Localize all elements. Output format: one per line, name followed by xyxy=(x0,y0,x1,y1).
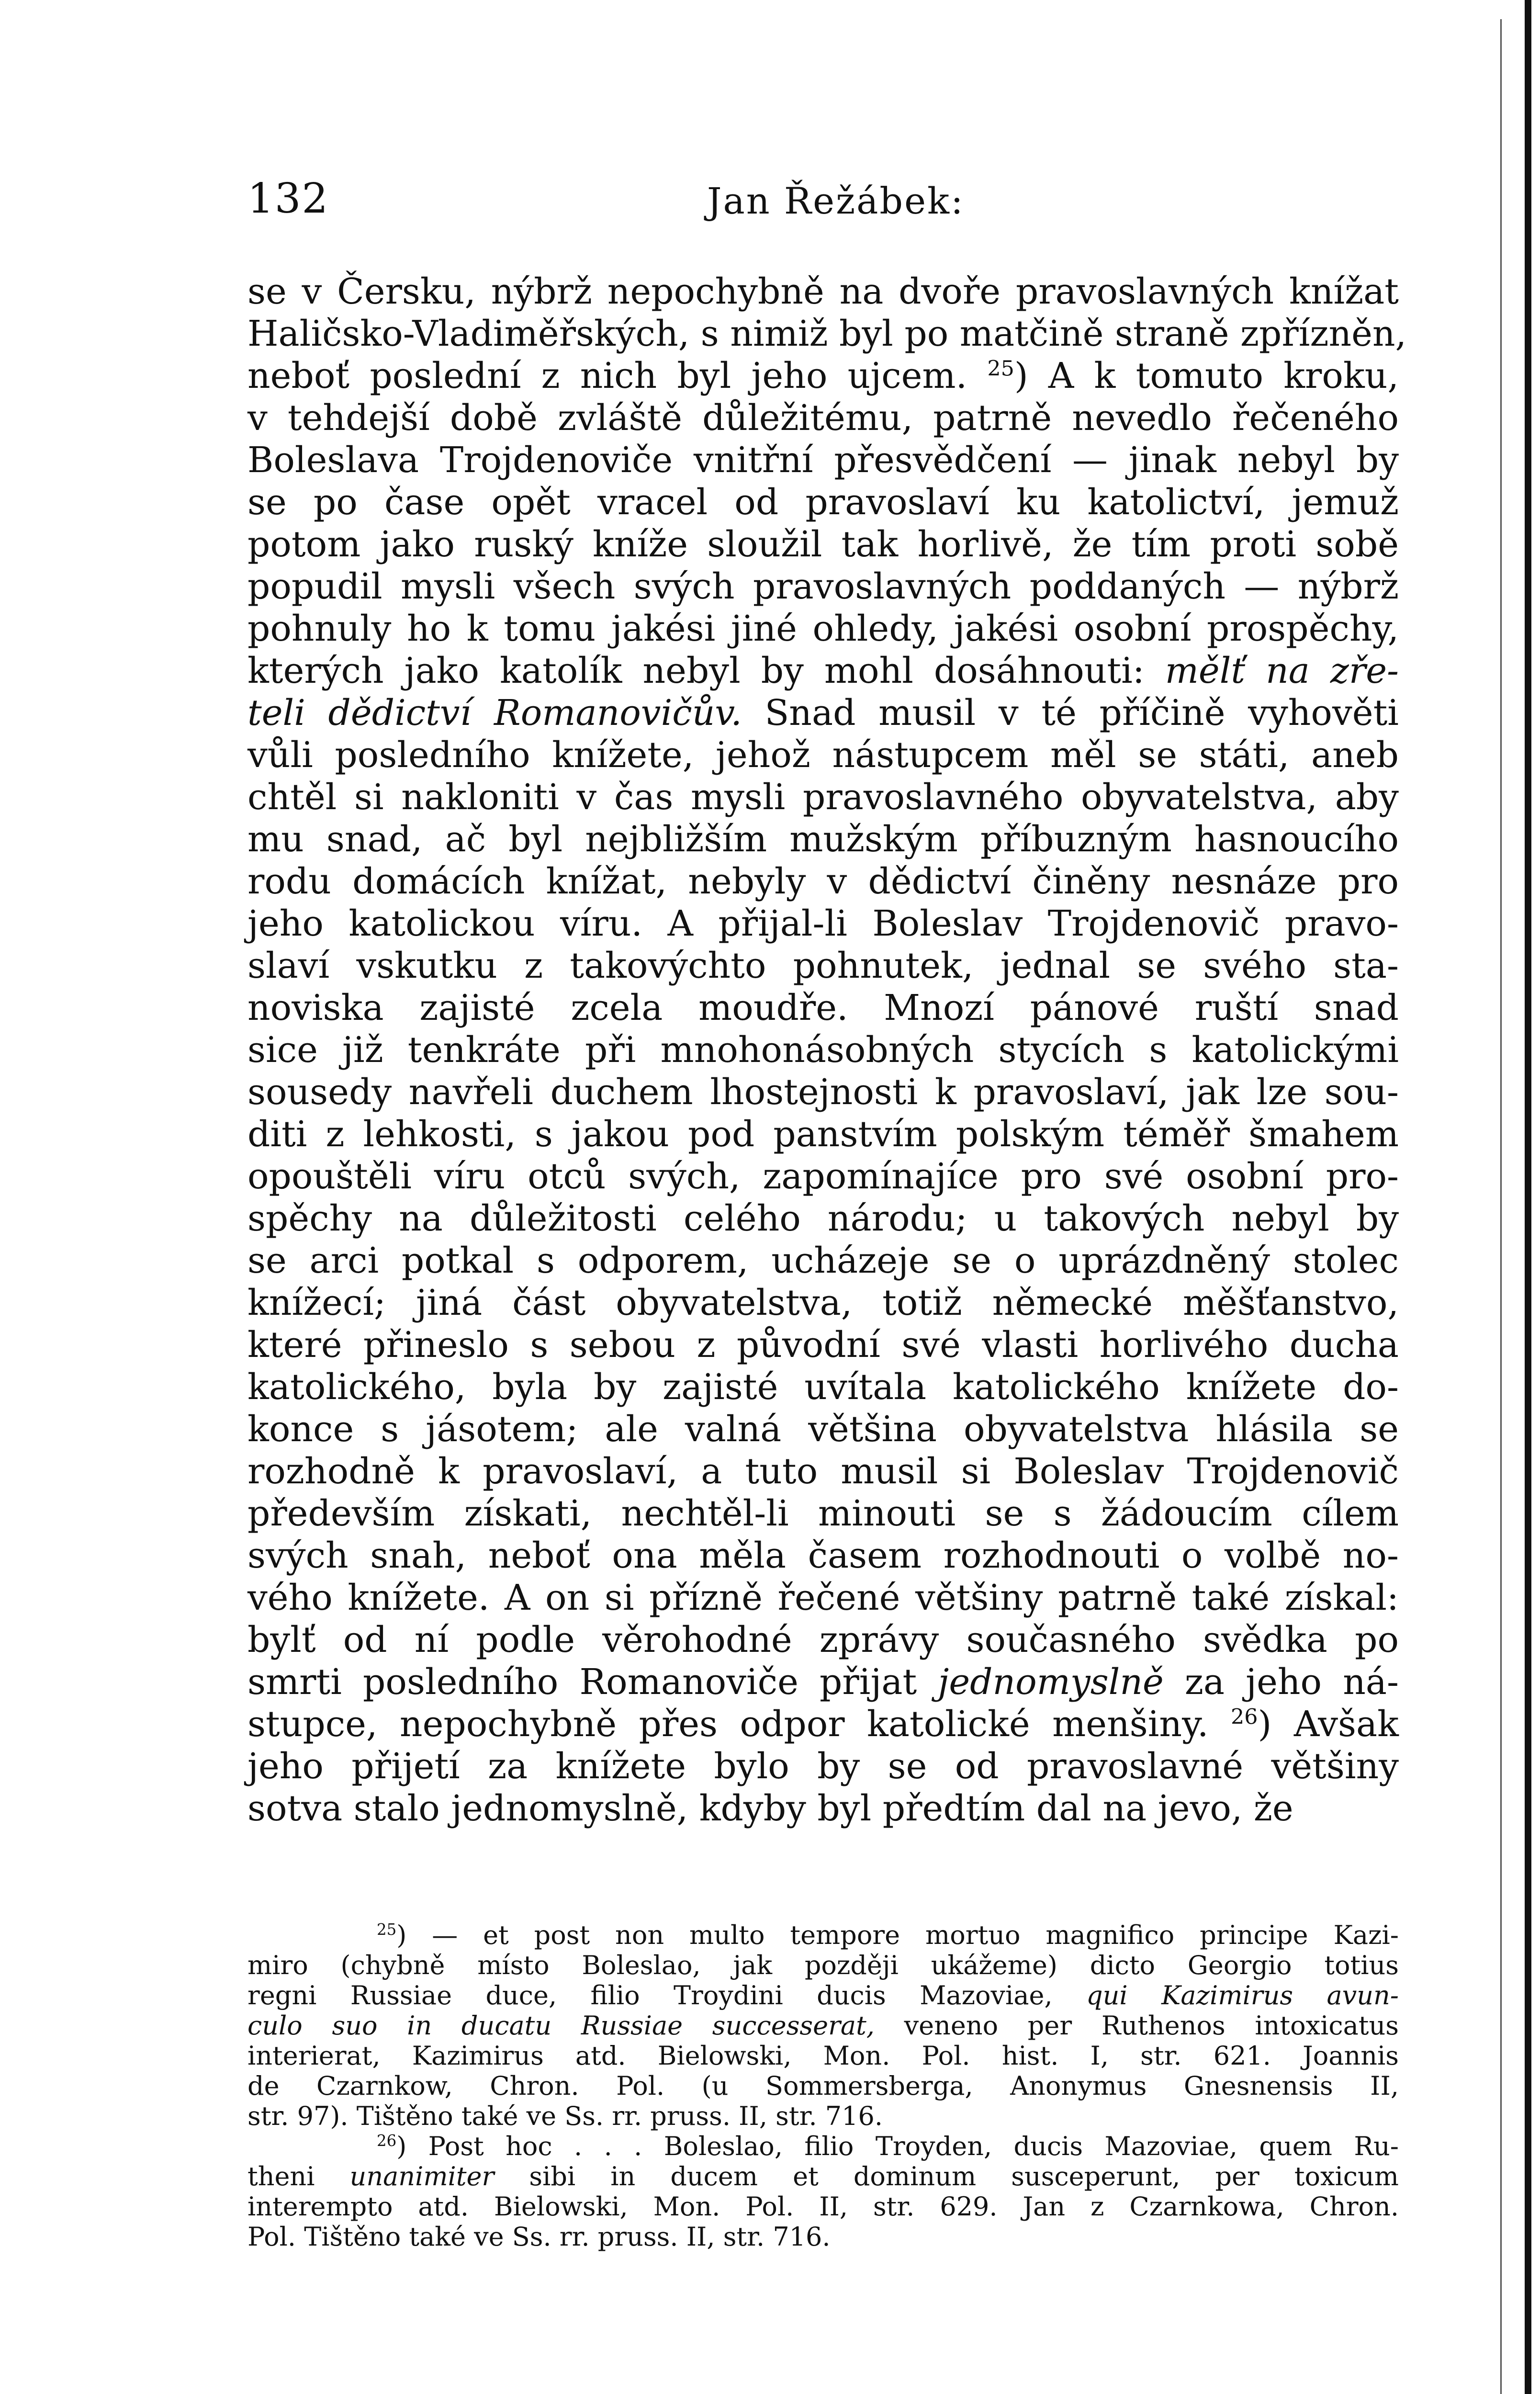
emphasized-text: jednomyslně xyxy=(938,1661,1164,1703)
body-line: jeho katolickou víru. A přijal-li Boleslav Trojdenovič pravo- xyxy=(247,903,1399,944)
body-line xyxy=(247,692,1399,734)
emphasized-text: qui Kazimirus avun- xyxy=(1086,1980,1399,2010)
footnote-line: miro (chybně místo Boleslao, jak později ukážeme) dicto Georgio totius xyxy=(247,1950,1399,1980)
page-edge-shadow xyxy=(1525,0,1531,2394)
body-line-text: ) Avšak xyxy=(1258,1704,1399,1745)
body-line: spěchy na důležitosti celého národu; u takových nebyl by xyxy=(247,1198,1399,1239)
body-line: rodu domácích knížat, nebyly v dědictví činěny nesnáze pro xyxy=(247,861,1399,902)
emphasized-text: unanimiter xyxy=(349,2161,495,2191)
footnote-text: veneno per Ruthenos intoxicatus xyxy=(874,2010,1399,2041)
body-line: sice již tenkráte při mnohonásobných stycích s katolickými xyxy=(247,1029,1399,1071)
body-line: se arci potkal s odporem, ucházeje se o uprázdněný stolec xyxy=(247,1240,1399,1281)
footnote-line: Pol. Tištěno také ve Ss. rr. pruss. II, str. 716. xyxy=(247,2222,831,2252)
body-line xyxy=(247,650,1399,692)
body-line: popudil mysli všech svých pravoslavných poddaných — nýbrž xyxy=(247,566,1399,607)
body-line: katolického, byla by zajisté uvítala katolického knížete do- xyxy=(247,1366,1399,1408)
body-line-text: za jeho ná- xyxy=(1163,1661,1399,1703)
body-line: konce s jásotem; ale valná většina obyvatelstva hlásila se xyxy=(247,1409,1399,1450)
emphasized-text: teli xyxy=(247,692,305,734)
page-header xyxy=(247,175,1420,227)
footnote-line xyxy=(247,2010,1399,2041)
body-line-text: smrti posledního Romanoviče přijat xyxy=(247,1661,917,1703)
body-line: se v Čersku, nýbrž nepochybně na dvoře pravoslavných knížat xyxy=(247,271,1399,312)
body-text xyxy=(247,271,1407,1829)
footnote-line: de Czarnkow, Chron. Pol. (u Sommersberga, Anonymus Gnesnensis II, xyxy=(247,2071,1399,2101)
footnote-line xyxy=(247,1980,1399,2010)
body-line: se po čase opět vracel od pravoslaví ku katolictví, jemuž xyxy=(247,482,1399,523)
body-line-text: stupce, nepochybně přes odpor katolické menšiny. xyxy=(247,1704,1209,1745)
body-line xyxy=(247,1703,1399,1745)
footnote-ref-26[interactable]: 26 xyxy=(1231,1705,1258,1729)
body-line: bylť od ní podle věrohodné zprávy současného svědka po xyxy=(247,1619,1399,1660)
footnote-line xyxy=(247,2161,1399,2191)
body-line: potom jako ruský kníže sloužil tak horlivě, že tím proti sobě xyxy=(247,524,1399,565)
footnote-ref-25[interactable]: 25 xyxy=(987,356,1014,381)
emphasized-text: dědictví Romanovičův. xyxy=(328,692,742,734)
footnote-text: ) — et post non multo tempore mortuo magnifico principe Kazi- xyxy=(396,1920,1399,1950)
page-fold-line xyxy=(1500,19,1502,2394)
body-line: sousedy navřeli duchem lhostejnosti k pravoslaví, jak lze sou- xyxy=(247,1072,1399,1113)
body-line: Boleslava Trojdenoviče vnitřní přesvědčení — jinak nebyl by xyxy=(247,440,1399,481)
body-line: sotva stalo jednomyslně, kdyby byl předtím dal na jevo, že xyxy=(247,1788,1293,1829)
body-line: především získati, nechtěl-li minouti se s žádoucím cílem xyxy=(247,1493,1399,1534)
body-line: chtěl si nakloniti v čas mysli pravoslavného obyvatelstva, aby xyxy=(247,777,1399,818)
footnote-line: interempto atd. Bielowski, Mon. Pol. II, str. 629. Jan z Czarnkowa, Chron. xyxy=(247,2191,1399,2222)
body-line: které přineslo s sebou z původní své vlasti horlivého ducha xyxy=(247,1324,1399,1366)
body-line xyxy=(247,1661,1399,1703)
body-line: vůli posledního knížete, jehož nástupcem měl se státi, aneb xyxy=(247,734,1399,776)
footnote-number-26: 26 xyxy=(377,2132,397,2150)
body-line: rozhodně k pravoslaví, a tuto musil si Boleslav Trojdenovič xyxy=(247,1451,1399,1492)
body-line: v tehdejší době zvláště důležitému, patrně nevedlo řečeného xyxy=(247,397,1399,439)
footnote-text: theni xyxy=(247,2161,315,2191)
footnote-text: sibi in ducem et dominum susceperunt, per toxicum xyxy=(494,2161,1399,2191)
footnote-line xyxy=(247,1920,1399,1950)
body-line: noviska zajisté zcela moudře. Mnozí pánové ruští snad xyxy=(247,987,1399,1028)
body-line: slaví vskutku z takovýchto pohnutek, jednal se svého sta- xyxy=(247,945,1399,986)
body-line xyxy=(247,355,1399,397)
body-line: knížecí; jiná část obyvatelstva, totiž německé měšťanstvo, xyxy=(247,1282,1399,1323)
body-line: svých snah, neboť ona měla časem rozhodnouti o volbě no- xyxy=(247,1535,1399,1576)
emphasized-text: culo suo in ducatu Russiae successerat, xyxy=(247,2010,875,2041)
body-line-text: ) A k tomuto kroku, xyxy=(1014,355,1399,396)
footnote-line: str. 97). Tištěno také ve Ss. rr. pruss. II, str. 716. xyxy=(247,2101,883,2131)
footnotes xyxy=(247,1920,1399,2252)
body-line: pohnuly ho k tomu jakési jiné ohledy, jakési osobní prospěchy, xyxy=(247,608,1399,649)
body-line-text: Snad musil v té příčině vyhověti xyxy=(742,692,1399,734)
body-line-text: kterých jako katolík nebyl by mohl dosáhnouti: xyxy=(247,650,1145,691)
footnote-line: interierat, Kazimirus atd. Bielowski, Mon. Pol. hist. I, str. 621. Joannis xyxy=(247,2041,1399,2071)
page-number: 132 xyxy=(247,175,329,223)
body-line-text: neboť poslední z nich byl jeho ujcem. xyxy=(247,355,967,396)
body-line: vého knížete. A on si přízně řečené většiny patrně také získal: xyxy=(247,1577,1399,1618)
body-line: diti z lehkosti, s jakou pod panstvím polským téměř šmahem xyxy=(247,1114,1399,1155)
body-line: jeho přijetí za knížete bylo by se od pravoslavné většiny xyxy=(247,1746,1399,1787)
emphasized-text: mělť na zře- xyxy=(1165,650,1399,691)
footnote-number-25: 25 xyxy=(377,1920,397,1939)
footnote-line xyxy=(247,2131,1399,2161)
footnote-text: regni Russiae duce, filio Troydini ducis Mazoviae, xyxy=(247,1980,1053,2010)
body-line: mu snad, ač byl nejbližším mužským příbuzným hasnoucího xyxy=(247,819,1399,860)
body-line: opouštěli víru otců svých, zapomínajíce pro své osobní pro- xyxy=(247,1156,1399,1197)
body-line: Haličsko-Vladiměřských, s nimiž byl po matčině straně zpřízněn, xyxy=(247,313,1407,354)
running-head: Jan Řežábek: xyxy=(707,180,965,222)
footnote-text: ) Post hoc . . . Boleslao, filio Troyden, ducis Mazoviae, quem Ru- xyxy=(396,2131,1399,2161)
